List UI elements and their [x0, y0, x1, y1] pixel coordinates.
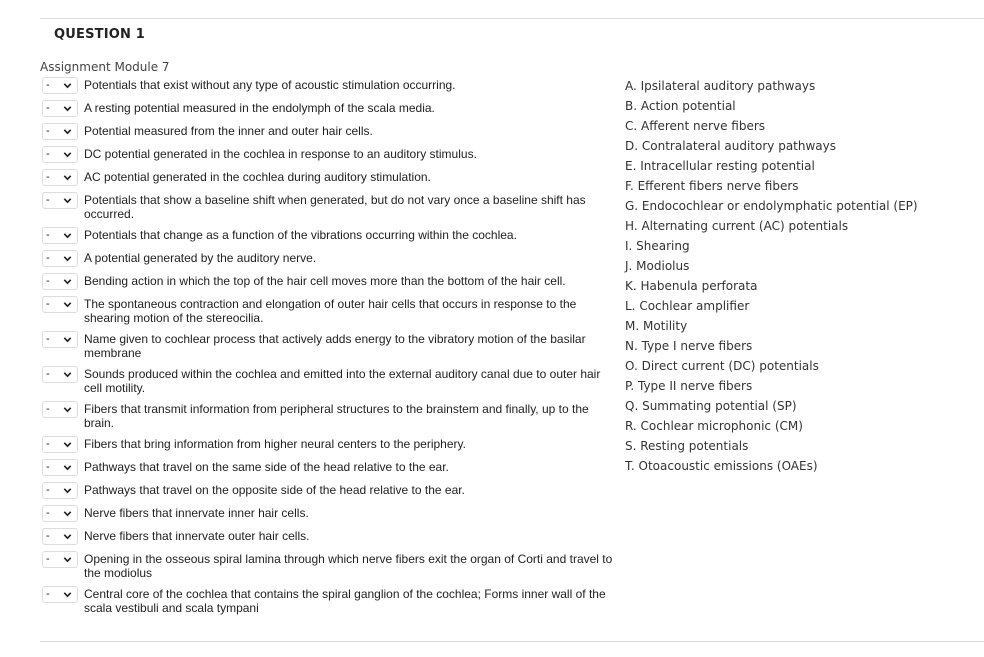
matching-row [42, 436, 622, 453]
answer-option: G. Endocochlear or endolymphatic potential (EP) [625, 199, 918, 213]
prompt-text: Fibers that bring information from higher neural centers to the periphery. [84, 437, 466, 451]
prompt-text: Name given to cochlear process that actively adds energy to the vibratory motion of the basilar membrane [84, 332, 586, 360]
chevron-down-icon [62, 126, 73, 137]
answer-select[interactable] [42, 586, 78, 603]
matching-row [42, 123, 622, 140]
prompt-text: AC potential generated in the cochlea during auditory stimulation. [84, 170, 431, 184]
chevron-down-icon [62, 195, 73, 206]
prompt-text: The spontaneous contraction and elongation of outer hair cells that occurs in response to the shearing motion of the stereocilia. [84, 297, 577, 325]
answer-select[interactable] [42, 366, 78, 383]
answer-option: M. Motility [625, 319, 688, 333]
answer-select-value: - [46, 403, 50, 415]
prompt-text: DC potential generated in the cochlea in response to an auditory stimulus. [84, 147, 477, 161]
answer-select-value: - [46, 194, 50, 206]
prompt-text: Nerve fibers that innervate outer hair cells. [84, 529, 310, 543]
answer-select-value: - [46, 553, 50, 565]
prompt-text: Central core of the cochlea that contains the spiral ganglion of the cochlea; Forms inner wall of the scala vestibuli and scala tympani [84, 587, 606, 615]
chevron-down-icon [62, 404, 73, 415]
answer-select-value: - [46, 125, 50, 137]
matching-prompts-list [42, 77, 622, 621]
chevron-down-icon [62, 149, 73, 160]
answer-select[interactable] [42, 227, 78, 244]
prompt-text: A potential generated by the auditory nerve. [84, 251, 317, 265]
chevron-down-icon [62, 299, 73, 310]
chevron-down-icon [62, 439, 73, 450]
prompt-text: Bending action in which the top of the hair cell moves more than the bottom of the hair cell. [84, 274, 566, 288]
answer-select[interactable] [42, 273, 78, 290]
answer-select-value: - [46, 588, 50, 600]
answer-select[interactable] [42, 192, 78, 209]
answer-select[interactable] [42, 436, 78, 453]
prompt-text: Potential measured from the inner and outer hair cells. [84, 124, 373, 138]
answer-select-value: - [46, 252, 50, 264]
matching-row [42, 296, 622, 325]
prompt-text: Potentials that change as a function of the vibrations occurring within the cochlea. [84, 228, 517, 242]
chevron-down-icon [62, 276, 73, 287]
prompt-text: Potentials that show a baseline shift when generated, but do not vary once a baseline shift has occurred. [84, 193, 586, 221]
answer-select[interactable] [42, 505, 78, 522]
chevron-down-icon [62, 462, 73, 473]
matching-row [42, 273, 622, 290]
prompt-text: Pathways that travel on the same side of the head relative to the ear. [84, 460, 449, 474]
answer-select[interactable] [42, 100, 78, 117]
answer-select-value: - [46, 79, 50, 91]
answer-select-value: - [46, 229, 50, 241]
prompt-text: Potentials that exist without any type of acoustic stimulation occurring. [84, 78, 456, 92]
question-subtitle: Assignment Module 7 [40, 60, 170, 74]
answer-option: H. Alternating current (AC) potentials [625, 219, 849, 233]
matching-row [42, 169, 622, 186]
chevron-down-icon [62, 554, 73, 565]
answer-select[interactable] [42, 459, 78, 476]
matching-row [42, 459, 622, 476]
prompt-text: Fibers that transmit information from peripheral structures to the brainstem and finally, up to the brain. [84, 402, 589, 430]
answer-option: A. Ipsilateral auditory pathways [625, 79, 816, 93]
prompt-text: Nerve fibers that innervate inner hair cells. [84, 506, 309, 520]
chevron-down-icon [62, 508, 73, 519]
chevron-down-icon [62, 103, 73, 114]
answer-select[interactable] [42, 169, 78, 186]
matching-row [42, 331, 622, 360]
prompt-text: Opening in the osseous spiral lamina through which nerve fibers exit the organ of Corti and travel to the modiolus [84, 552, 613, 580]
matching-row [42, 482, 622, 499]
answer-option: P. Type II nerve fibers [625, 379, 753, 393]
chevron-down-icon [62, 80, 73, 91]
matching-row [42, 366, 622, 395]
answer-select-value: - [46, 102, 50, 114]
answer-option: I. Shearing [625, 239, 690, 253]
answer-select-value: - [46, 275, 50, 287]
answer-select-value: - [46, 333, 50, 345]
answer-options-list [625, 78, 965, 478]
answer-select-value: - [46, 171, 50, 183]
chevron-down-icon [62, 230, 73, 241]
chevron-down-icon [62, 485, 73, 496]
matching-row [42, 227, 622, 244]
matching-row [42, 551, 622, 580]
answer-select[interactable] [42, 331, 78, 348]
matching-row [42, 146, 622, 163]
answer-option: Q. Summating potential (SP) [625, 399, 797, 413]
matching-row [42, 100, 622, 117]
prompt-text: Sounds produced within the cochlea and emitted into the external auditory canal due to outer hair cell motility. [84, 367, 601, 395]
matching-row [42, 586, 622, 615]
chevron-down-icon [62, 369, 73, 380]
answer-select[interactable] [42, 296, 78, 313]
prompt-text: Pathways that travel on the opposite side of the head relative to the ear. [84, 483, 465, 497]
matching-row [42, 528, 622, 545]
matching-row [42, 250, 622, 267]
answer-select-value: - [46, 461, 50, 473]
answer-select[interactable] [42, 146, 78, 163]
chevron-down-icon [62, 531, 73, 542]
answer-option: J. Modiolus [625, 259, 690, 273]
top-divider [40, 18, 984, 19]
prompt-text: A resting potential measured in the endolymph of the scala media. [84, 101, 435, 115]
answer-select-value: - [46, 148, 50, 160]
answer-option: R. Cochlear microphonic (CM) [625, 419, 803, 433]
matching-row [42, 505, 622, 522]
answer-select[interactable] [42, 551, 78, 568]
chevron-down-icon [62, 589, 73, 600]
answer-select[interactable] [42, 528, 78, 545]
answer-option: B. Action potential [625, 99, 736, 113]
answer-option: D. Contralateral auditory pathways [625, 139, 837, 153]
answer-option: T. Otoacoustic emissions (OAEs) [625, 459, 818, 473]
answer-option: L. Cochlear amplifier [625, 299, 750, 313]
answer-select[interactable] [42, 401, 78, 418]
answer-option: K. Habenula perforata [625, 279, 758, 293]
answer-select-value: - [46, 438, 50, 450]
answer-option: E. Intracellular resting potential [625, 159, 815, 173]
question-title: QUESTION 1 [54, 27, 146, 42]
chevron-down-icon [62, 172, 73, 183]
matching-row [42, 401, 622, 430]
answer-select-value: - [46, 530, 50, 542]
answer-option: F. Efferent fibers nerve fibers [625, 179, 799, 193]
answer-select-value: - [46, 298, 50, 310]
matching-row [42, 192, 622, 221]
matching-row [42, 77, 622, 94]
answer-option: O. Direct current (DC) potentials [625, 359, 819, 373]
answer-select[interactable] [42, 123, 78, 140]
chevron-down-icon [62, 334, 73, 345]
answer-select-value: - [46, 507, 50, 519]
bottom-divider [40, 641, 984, 642]
answer-option: S. Resting potentials [625, 439, 749, 453]
chevron-down-icon [62, 253, 73, 264]
answer-select[interactable] [42, 77, 78, 94]
answer-select-value: - [46, 368, 50, 380]
answer-select[interactable] [42, 482, 78, 499]
answer-option: N. Type I nerve fibers [625, 339, 753, 353]
answer-select[interactable] [42, 250, 78, 267]
answer-option: C. Afferent nerve fibers [625, 119, 766, 133]
answer-select-value: - [46, 484, 50, 496]
